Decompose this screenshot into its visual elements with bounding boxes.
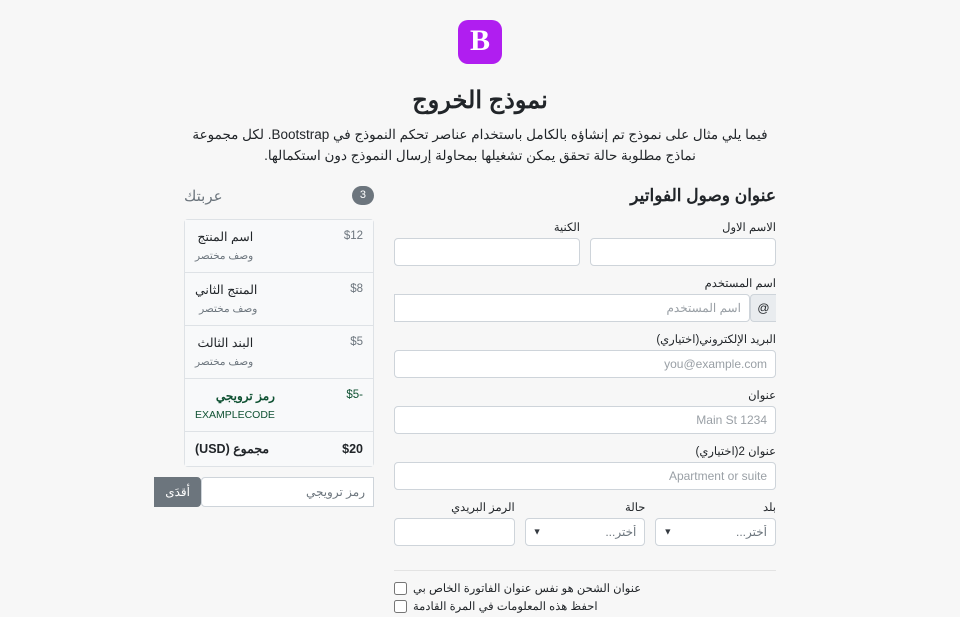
country-select[interactable]	[655, 518, 776, 546]
cart-list	[184, 219, 374, 467]
last-name-input[interactable]	[394, 238, 580, 266]
item-desc: وصف مختصر	[195, 356, 254, 369]
same-address-check-row	[394, 581, 776, 595]
first-name-input[interactable]	[590, 238, 776, 266]
bootstrap-logo-icon	[458, 20, 502, 64]
item-amount: $5	[350, 336, 363, 349]
billing-section-title: عنوان وصول الفواتير	[630, 186, 776, 205]
page-header	[180, 0, 780, 167]
address-input[interactable]	[394, 406, 776, 434]
promo-main	[195, 387, 275, 423]
address-label: عنوان	[748, 390, 776, 402]
zip-field	[394, 500, 515, 546]
total-amount: $20	[342, 442, 363, 457]
item-name: البند الثالث	[197, 336, 254, 351]
total-main	[195, 440, 269, 458]
last-name-label: الكنية	[553, 222, 580, 234]
promo-code-form	[165, 477, 374, 507]
first-name-field	[590, 220, 776, 266]
state-field	[525, 500, 646, 546]
total-label: مجموع (USD)	[195, 442, 270, 457]
email-input[interactable]	[394, 350, 776, 378]
item-main	[195, 228, 253, 264]
promo-name: رمز ترويجي	[215, 389, 275, 404]
cart-header	[184, 186, 374, 205]
username-input[interactable]	[394, 294, 750, 322]
name-row	[394, 220, 776, 276]
state-select-wrap	[525, 518, 646, 546]
first-name-label: الاسم الاول	[722, 222, 776, 234]
username-field	[394, 276, 776, 322]
item-name: المنتج الثاني	[195, 283, 258, 298]
address2-field	[394, 444, 776, 490]
last-name-field	[394, 220, 580, 266]
address2-label: عنوان 2(اختياري)	[695, 446, 776, 458]
item-amount: $8	[350, 283, 363, 296]
promo-amount: -$5	[346, 389, 363, 402]
item-desc: وصف مختصر	[195, 250, 254, 263]
page-lead-text: فيما يلي مثال على نموذج تم إنشاؤه بالكامل باستخدام عناصر تحكم النموذج في Bootstrap. لكل مجموعة نماذج مطلوبة حالة تحقق يمكن تشغيلها بمحاولة إرسال النموذج دون استكمالها.	[192, 127, 768, 163]
divider	[394, 570, 776, 571]
email-label: البريد الإلكتروني(اختياري)	[656, 334, 776, 346]
list-item	[185, 326, 373, 379]
promo-code-input[interactable]	[201, 477, 374, 507]
logo-letter: B	[470, 24, 491, 57]
state-label: حالة	[625, 502, 646, 514]
username-label: اسم المستخدم	[704, 278, 776, 290]
chevron-down-icon: ▼	[663, 526, 673, 537]
cart-section	[165, 186, 374, 617]
zip-label: الرمز البريدي	[451, 502, 515, 514]
username-input-group	[394, 294, 776, 322]
checkout-columns	[0, 186, 960, 617]
cart-count-badge: 3	[352, 186, 374, 205]
state-select[interactable]	[525, 518, 646, 546]
item-main	[195, 334, 253, 370]
promo-list-item	[185, 379, 373, 432]
item-main	[195, 281, 257, 317]
save-info-label: احفظ هذه المعلومات في المرة القادمة	[413, 601, 598, 613]
email-field	[394, 332, 776, 378]
cart-title: عربتك	[184, 187, 223, 205]
item-amount: $12	[343, 230, 363, 243]
list-item	[185, 273, 373, 326]
country-label: بلد	[762, 502, 776, 514]
at-sign-icon: @	[750, 294, 776, 322]
same-address-label: عنوان الشحن هو نفس عنوان الفاتورة الخاص بي	[413, 583, 642, 595]
save-info-check-row	[394, 599, 776, 613]
billing-address-section	[394, 186, 776, 617]
item-name: اسم المنتج	[197, 230, 254, 245]
save-info-checkbox[interactable]	[394, 600, 407, 613]
item-desc: وصف مختصر	[199, 303, 258, 316]
promo-code: EXAMPLECODE	[195, 409, 275, 422]
address2-input[interactable]	[394, 462, 776, 490]
total-list-item	[185, 432, 373, 466]
location-row	[394, 500, 776, 556]
same-address-checkbox[interactable]	[394, 582, 407, 595]
zip-input[interactable]	[394, 518, 515, 546]
list-item	[185, 220, 373, 273]
redeem-button[interactable]: أقدَى	[154, 477, 201, 507]
page-title: نموذج الخروج	[412, 87, 548, 114]
address-field	[394, 388, 776, 434]
country-select-wrap	[655, 518, 776, 546]
country-field	[655, 500, 776, 546]
chevron-down-icon: ▼	[532, 526, 542, 537]
